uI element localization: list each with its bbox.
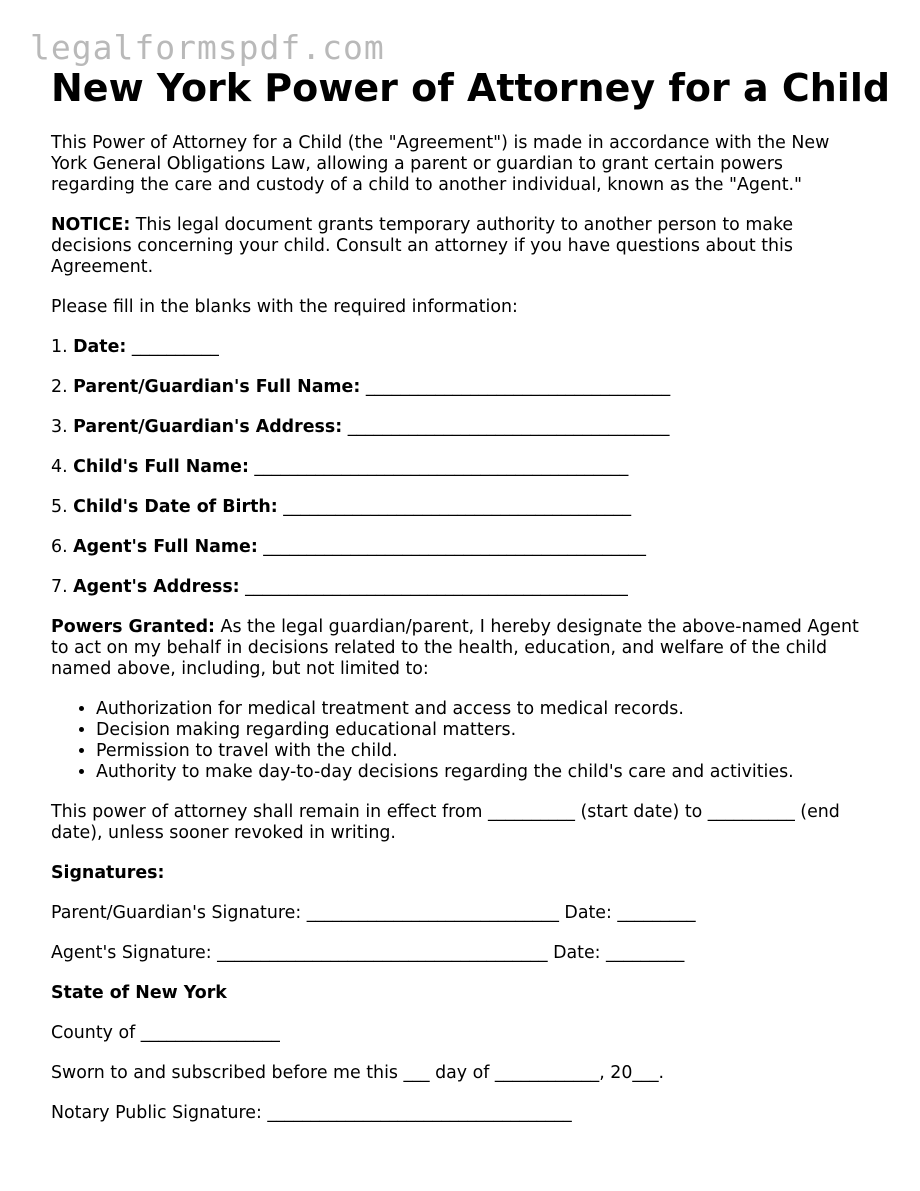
field-number: 3. (51, 417, 74, 437)
field-child-dob (51, 497, 871, 518)
list-item: • Decision making regarding educational matters. (96, 720, 871, 741)
field-label: Date: (73, 337, 127, 357)
field-agent-address (51, 577, 871, 598)
powers-paragraph (51, 617, 871, 680)
field-blank[interactable]: ___________________________________ (360, 377, 671, 397)
county-line[interactable]: County of ________________ (51, 1023, 280, 1043)
field-child-name (51, 457, 871, 478)
field-blank[interactable]: ____________________________________________ (257, 537, 646, 557)
field-agent-name (51, 537, 871, 558)
field-blank[interactable]: __________ (126, 337, 219, 357)
field-number: 2. (51, 377, 74, 397)
field-label: Child's Full Name: (73, 457, 249, 477)
field-label: Agent's Full Name: (73, 537, 258, 557)
powers-text: As the legal guardian/parent, I hereby designate the above-named Agent to act on my behalf in decisions related to the health, education, and welfare of the child named above, including, but not limited to: (51, 617, 859, 679)
signatures-heading: Signatures: (51, 863, 165, 883)
powers-label: Powers Granted: (51, 617, 216, 637)
field-parent-name (51, 377, 871, 398)
field-number: 4. (51, 457, 74, 477)
field-number: 7. (51, 577, 74, 597)
agent-signature-line[interactable]: Agent's Signature: ______________________________________ Date: _________ (51, 943, 685, 963)
field-blank[interactable]: _____________________________________ (342, 417, 670, 437)
field-label: Parent/Guardian's Full Name: (73, 377, 361, 397)
duration-paragraph: This power of attorney shall remain in effect from __________ (start date) to __________ (end date), unless sooner revoked in writing. (51, 802, 840, 843)
field-parent-address (51, 417, 871, 438)
notice-label: NOTICE: (51, 215, 131, 235)
notice-text: This legal document grants temporary authority to another person to make decisions concerning your child. Consult an attorney if you have questions about this Agreement. (51, 215, 794, 277)
document-body (51, 133, 871, 1143)
list-item: • Permission to travel with the child. (96, 741, 871, 762)
list-item: • Authorization for medical treatment and access to medical records. (96, 699, 871, 720)
field-blank[interactable]: ________________________________________ (277, 497, 632, 517)
field-label: Child's Date of Birth: (73, 497, 278, 517)
field-blank[interactable]: ____________________________________________ (239, 577, 628, 597)
document-title: New York Power of Attorney for a Child (51, 66, 891, 110)
powers-list (51, 699, 871, 783)
state-heading: State of New York (51, 983, 227, 1003)
notice-paragraph (51, 215, 871, 278)
field-label: Agent's Address: (73, 577, 240, 597)
list-item: • Authority to make day-to-day decisions regarding the child's care and activities. (96, 762, 871, 783)
field-number: 1. (51, 337, 74, 357)
field-number: 5. (51, 497, 74, 517)
intro-paragraph: This Power of Attorney for a Child (the "Agreement") is made in accordance with the New York General Obligations Law, allowing a parent or guardian to grant certain powers regarding the care and custody of a child to another individual, known as the "Agent." (51, 133, 830, 195)
field-label: Parent/Guardian's Address: (73, 417, 343, 437)
notary-signature-line[interactable]: Notary Public Signature: ___________________________________ (51, 1103, 572, 1123)
field-blank[interactable]: ___________________________________________ (248, 457, 629, 477)
parent-signature-line[interactable]: Parent/Guardian's Signature: _____________________________ Date: _________ (51, 903, 696, 923)
watermark-logo: legalformspdf.com (30, 28, 385, 67)
field-date (51, 337, 871, 358)
field-number: 6. (51, 537, 74, 557)
sworn-line[interactable]: Sworn to and subscribed before me this ___ day of ____________, 20___. (51, 1063, 665, 1083)
instructions-text: Please fill in the blanks with the required information: (51, 297, 518, 317)
